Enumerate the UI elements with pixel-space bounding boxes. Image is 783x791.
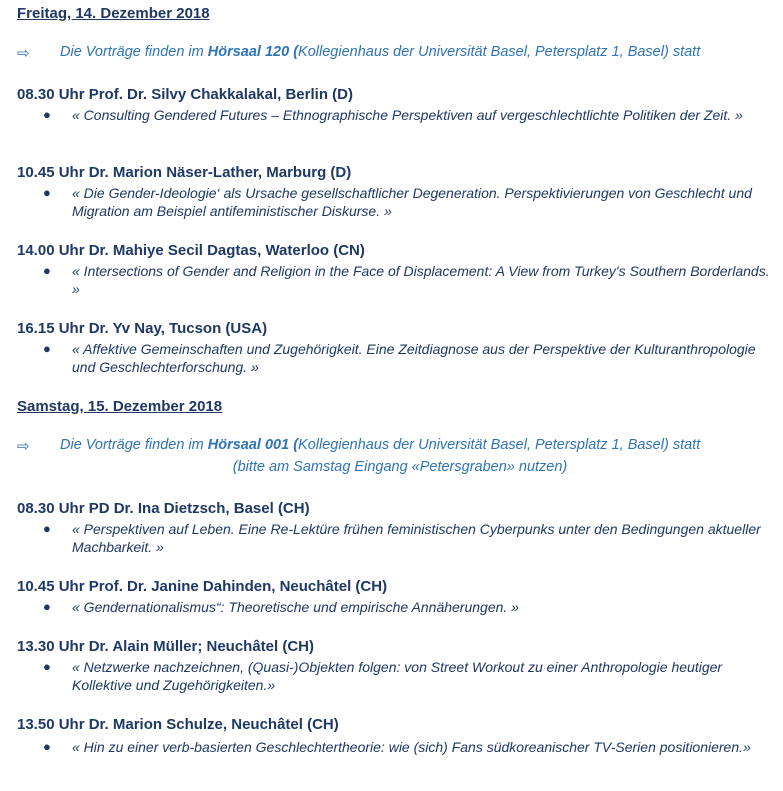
venue-address: Kollegienhaus der Universität Basel, Petersplatz 1, Basel) statt xyxy=(298,437,701,453)
talk-header: 10.45 Uhr Dr. Marion Näser-Lather, Marburg (D) xyxy=(17,164,352,181)
venue-address: Kollegienhaus der Universität Basel, Petersplatz 1, Basel) statt xyxy=(298,44,701,60)
talk-title: ● « Netzwerke nachzeichnen, (Quasi-)Objekten folgen: von Street Workout zu einer Anthropologie heutiger Kollektive und Zugehörigkeiten.» xyxy=(43,659,723,693)
talk-title: ● « Die Gender-Ideologie‘ als Ursache gesellschaftlicher Degeneration. Perspektivierungen von Geschlecht und Migration am Beispiel antifeministischer Diskurse. » xyxy=(43,185,752,219)
venue-hall: Hörsaal 001 ( xyxy=(207,437,299,453)
arrow-right-icon: ⇨ xyxy=(17,438,30,455)
talk-header: 13.50 Uhr Dr. Marion Schulze, Neuchâtel (CH) xyxy=(17,716,339,733)
bullet-icon: ● xyxy=(43,341,51,356)
talk-title: ● « Affektive Gemeinschaften und Zugehörigkeit. Eine Zeitdiagnose aus der Perspektive der Kulturanthropologie und Geschlechterforschung. » xyxy=(43,341,756,375)
day-heading-friday: Freitag, 14. Dezember 2018 xyxy=(17,5,210,22)
bullet-icon: ● xyxy=(43,263,51,278)
talk-header: 16.15 Uhr Dr. Yv Nay, Tucson (USA) xyxy=(17,320,268,337)
bullet-icon: ● xyxy=(43,739,51,754)
venue-info-saturday xyxy=(17,437,783,453)
talk-title: ● « Intersections of Gender and Religion in the Face of Displacement: A View from Turkey's Southern Borderlands. » xyxy=(43,263,770,297)
venue-prefix: Die Vorträge finden im xyxy=(60,437,208,453)
bullet-icon: ● xyxy=(43,521,51,536)
venue-info-friday xyxy=(17,44,783,60)
talk-header: 14.00 Uhr Dr. Mahiye Secil Dagtas, Waterloo (CN) xyxy=(17,242,365,259)
bullet-icon: ● xyxy=(43,659,51,674)
talk-title: ● « Gendernationalismus“: Theoretische und empirische Annäherungen. » xyxy=(43,599,519,615)
bullet-icon: ● xyxy=(43,185,51,200)
day-heading-saturday: Samstag, 15. Dezember 2018 xyxy=(17,398,223,415)
talk-header: 08.30 Uhr PD Dr. Ina Dietzsch, Basel (CH) xyxy=(17,500,310,517)
arrow-right-icon: ⇨ xyxy=(17,45,30,62)
talk-title: ● « Consulting Gendered Futures – Ethnographische Perspektiven auf vergeschlechtlichte Politiken der Zeit. » xyxy=(43,107,743,123)
talk-header: 13.30 Uhr Dr. Alain Müller; Neuchâtel (CH) xyxy=(17,638,315,655)
venue-note: (bitte am Samstag Eingang «Petersgraben» nutzen) xyxy=(232,459,568,475)
venue-hall: Hörsaal 120 ( xyxy=(207,44,299,60)
venue-prefix: Die Vorträge finden im xyxy=(60,44,208,60)
bullet-icon: ● xyxy=(43,599,51,614)
talk-header: 10.45 Uhr Prof. Dr. Janine Dahinden, Neuchâtel (CH) xyxy=(17,578,388,595)
talk-title: ● « Perspektiven auf Leben. Eine Re-Lektüre frühen feministischen Cyberpunks unter den Bedingungen aktueller Machbarkeit. » xyxy=(43,521,761,555)
bullet-icon: ● xyxy=(43,107,51,122)
talk-header: 08.30 Uhr Prof. Dr. Silvy Chakkalakal, Berlin (D) xyxy=(17,86,353,103)
talk-title: ● « Hin zu einer verb-basierten Geschlechtertheorie: wie (sich) Fans südkoreanischer TV-Serien positionieren.» xyxy=(43,739,751,755)
